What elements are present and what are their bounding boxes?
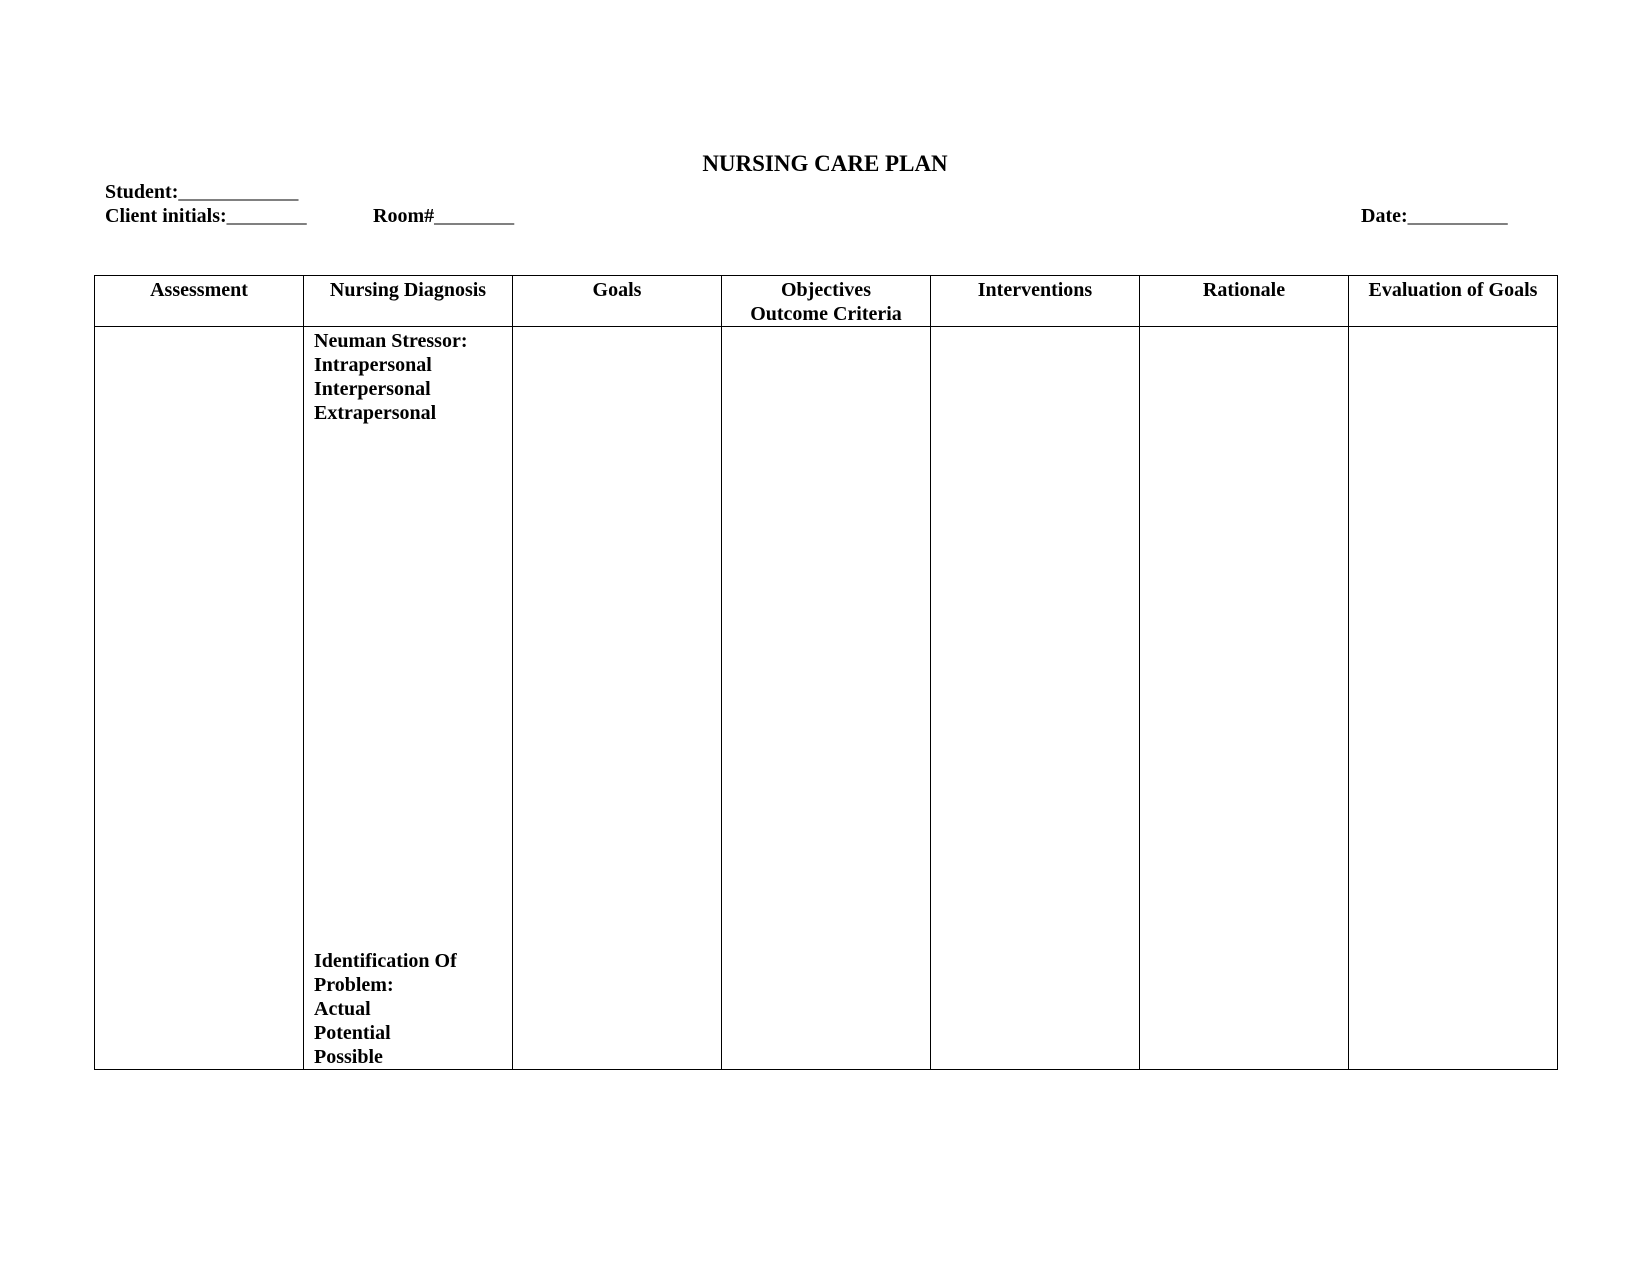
col-header-objectives <box>722 276 931 327</box>
page-title: NURSING CARE PLAN <box>702 151 948 176</box>
student-blank[interactable]: ____________ <box>178 181 299 203</box>
interpersonal-label: Interpersonal <box>314 378 431 400</box>
problem-label: Problem: <box>314 974 394 996</box>
room-label: Room# <box>373 205 435 227</box>
assessment-cell[interactable] <box>95 327 304 1070</box>
student-field <box>105 180 298 204</box>
outcome-criteria-label: Outcome Criteria <box>750 303 902 325</box>
objectives-cell[interactable] <box>722 327 931 1070</box>
col-header-interventions: Interventions <box>931 276 1140 327</box>
col-header-assessment: Assessment <box>95 276 304 327</box>
client-initials-label: Client initials: <box>105 205 227 227</box>
intrapersonal-label: Intrapersonal <box>314 354 432 376</box>
rationale-cell[interactable] <box>1140 327 1349 1070</box>
objectives-label: Objectives <box>781 279 871 301</box>
identification-of-label: Identification Of <box>314 950 457 972</box>
room-field <box>373 204 514 228</box>
table-row <box>95 327 1558 1070</box>
care-plan-table <box>94 275 1558 1070</box>
interventions-cell[interactable] <box>931 327 1140 1070</box>
potential-label: Potential <box>314 1022 391 1044</box>
student-label: Student: <box>105 181 179 203</box>
client-initials-blank[interactable]: ________ <box>226 205 307 227</box>
possible-label: Possible <box>314 1046 383 1068</box>
neuman-stressor-label: Neuman Stressor: <box>314 330 468 352</box>
room-blank[interactable]: ________ <box>434 205 515 227</box>
evaluation-cell[interactable] <box>1349 327 1558 1070</box>
col-header-nursing-diagnosis: Nursing Diagnosis <box>304 276 513 327</box>
problem-identification-block <box>314 949 457 1069</box>
actual-label: Actual <box>314 998 371 1020</box>
col-header-goals: Goals <box>513 276 722 327</box>
extrapersonal-label: Extrapersonal <box>314 402 437 424</box>
date-field <box>1361 204 1508 228</box>
header-row <box>95 276 1558 327</box>
nursing-diagnosis-cell[interactable] <box>304 327 513 1070</box>
col-header-evaluation: Evaluation of Goals <box>1349 276 1558 327</box>
date-blank[interactable]: __________ <box>1407 205 1508 227</box>
goals-cell[interactable] <box>513 327 722 1070</box>
date-label: Date: <box>1361 205 1408 227</box>
client-initials-field <box>105 204 307 228</box>
col-header-rationale: Rationale <box>1140 276 1349 327</box>
neuman-stressor-block <box>314 329 468 425</box>
